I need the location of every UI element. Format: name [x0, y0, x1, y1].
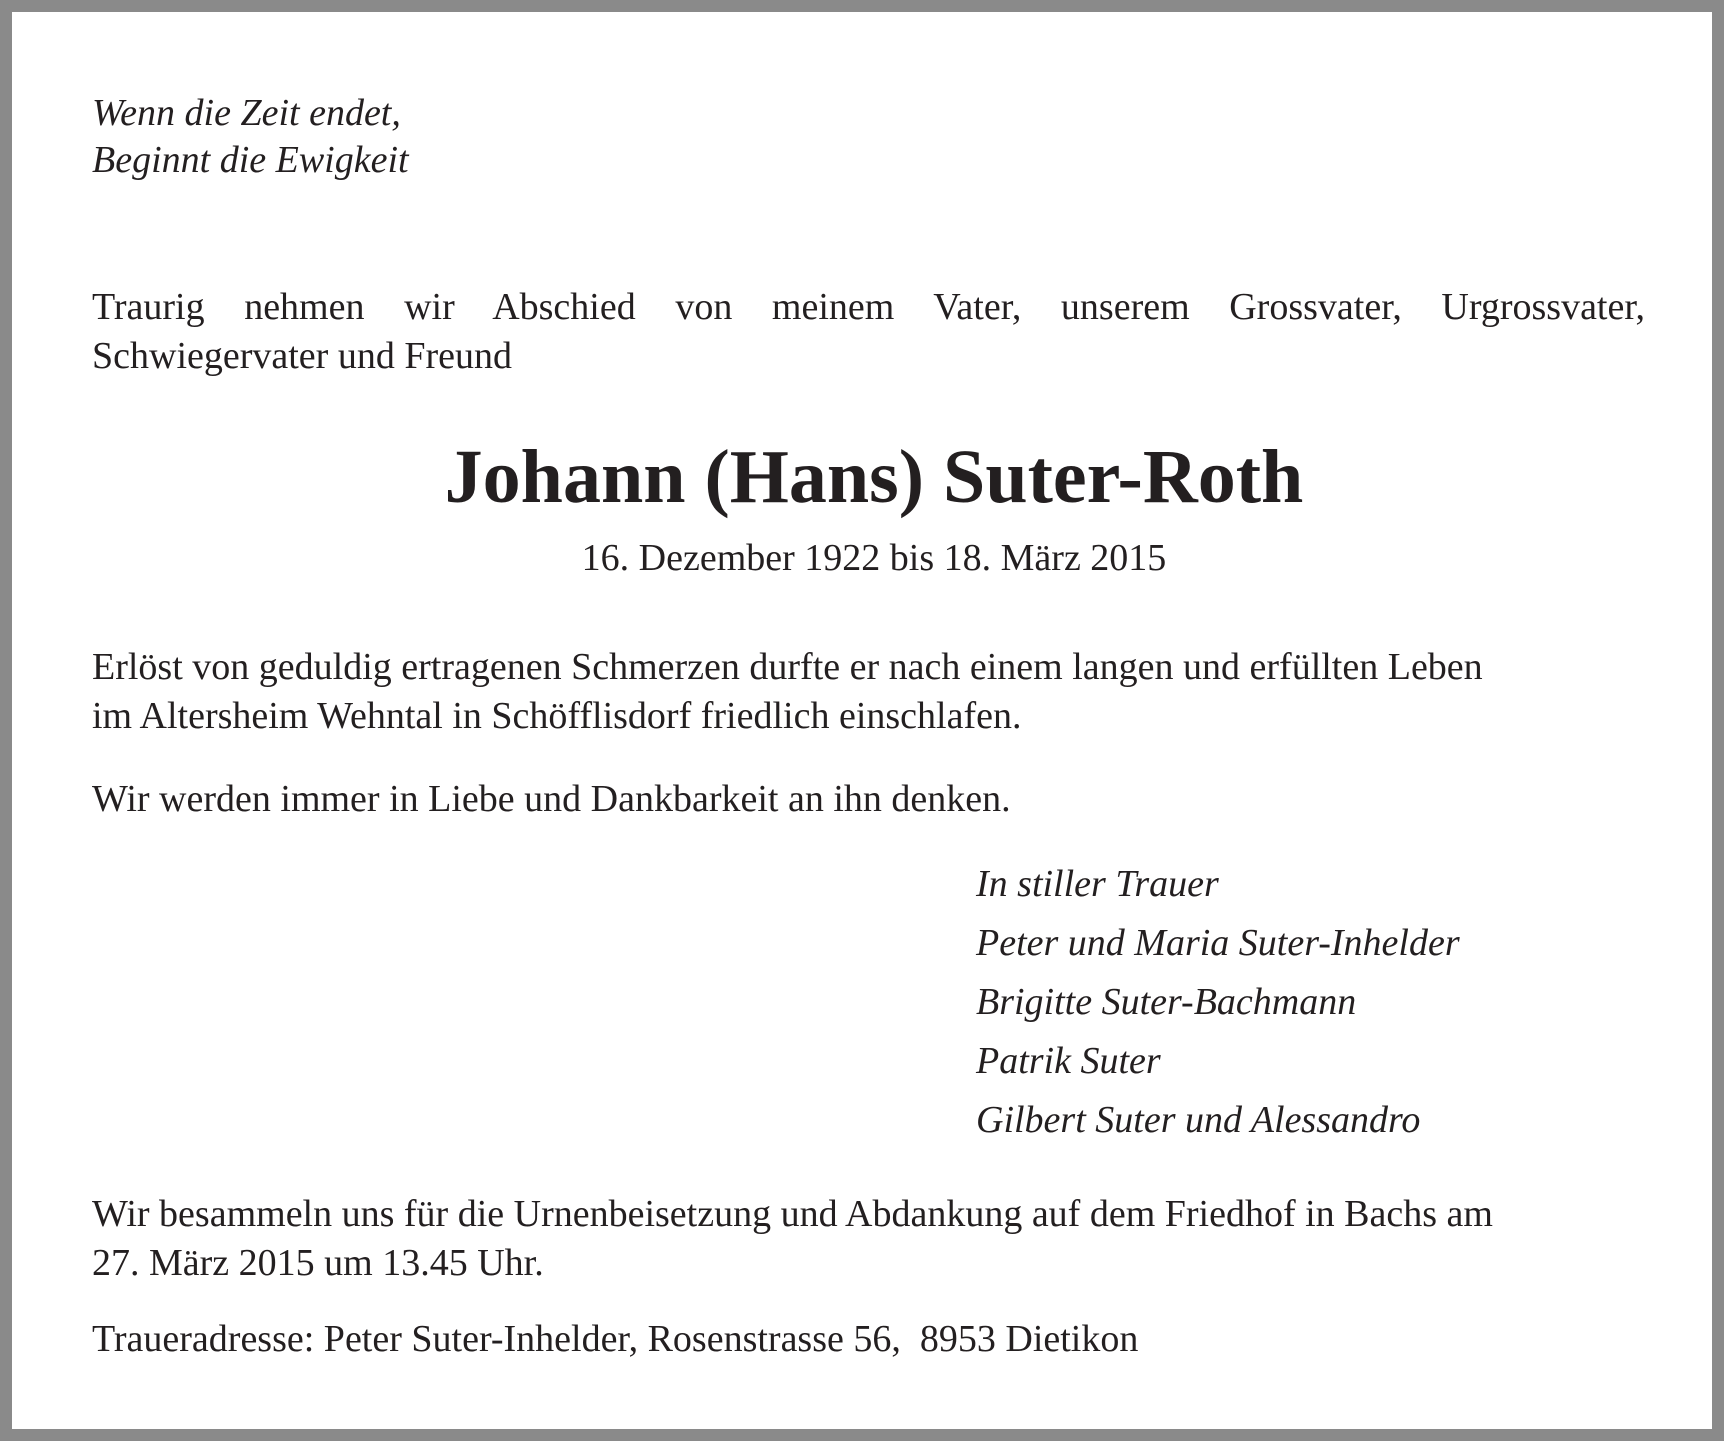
mourner-name: Brigitte Suter-Bachmann	[976, 981, 1357, 1023]
motto-line-2: Beginnt die Ewigkeit	[92, 139, 409, 181]
life-dates: 16. Dezember 1922 bis 18. März 2015	[581, 537, 1167, 579]
motto-line-1: Wenn die Zeit endet,	[92, 92, 401, 134]
intro-word: Grossvater,	[1229, 286, 1402, 328]
motto	[92, 90, 409, 184]
intro-word: meinem	[771, 286, 895, 328]
intro-word: von	[675, 286, 733, 328]
mourner-name: Patrik Suter	[976, 1040, 1161, 1082]
passing-line-2: im Altersheim Wehntal in Schöfflisdorf friedlich einschlafen.	[92, 695, 1022, 737]
passing-line-1: Erlöst von geduldig ertragenen Schmerzen durfte er nach einem langen und erfüllten Leben	[92, 646, 1483, 688]
intro-word: nehmen	[244, 286, 365, 328]
mourner-name: Peter und Maria Suter-Inhelder	[976, 922, 1460, 964]
intro-word: Urgrossvater,	[1441, 286, 1645, 328]
ceremony-paragraph	[92, 1190, 1652, 1288]
remembrance-line: Wir werden immer in Liebe und Dankbarkeit an ihn denken.	[92, 778, 1011, 820]
intro-word: unserem	[1060, 286, 1190, 328]
intro-word: wir	[404, 286, 455, 328]
intro-word: Traurig	[92, 286, 205, 328]
intro-word: Vater,	[933, 286, 1022, 328]
remembrance-paragraph	[92, 775, 1652, 824]
intro-word: Abschied	[492, 286, 636, 328]
deceased-name: Johann (Hans) Suter-Roth	[444, 435, 1304, 519]
mourner-name: Gilbert Suter und Alessandro	[976, 1099, 1421, 1141]
ceremony-line-2: 27. März 2015 um 13.45 Uhr.	[92, 1242, 544, 1284]
mourners-heading: In stiller Trauer	[976, 863, 1219, 905]
passing-paragraph	[92, 643, 1652, 741]
intro-line-2: Schwiegervater und Freund	[92, 335, 512, 377]
ceremony-line-1: Wir besammeln uns für die Urnenbeisetzung und Abdankung auf dem Friedhof in Bachs am	[92, 1193, 1493, 1235]
intro-line-1	[92, 283, 1645, 332]
mourning-address-line: Traueradresse: Peter Suter-Inhelder, Rosenstrasse 56, 8953 Dietikon	[92, 1318, 1139, 1360]
mourners-block	[976, 855, 1460, 1150]
mourning-address	[92, 1315, 1652, 1364]
obituary-page	[12, 12, 1712, 1429]
intro-paragraph	[92, 283, 1645, 381]
